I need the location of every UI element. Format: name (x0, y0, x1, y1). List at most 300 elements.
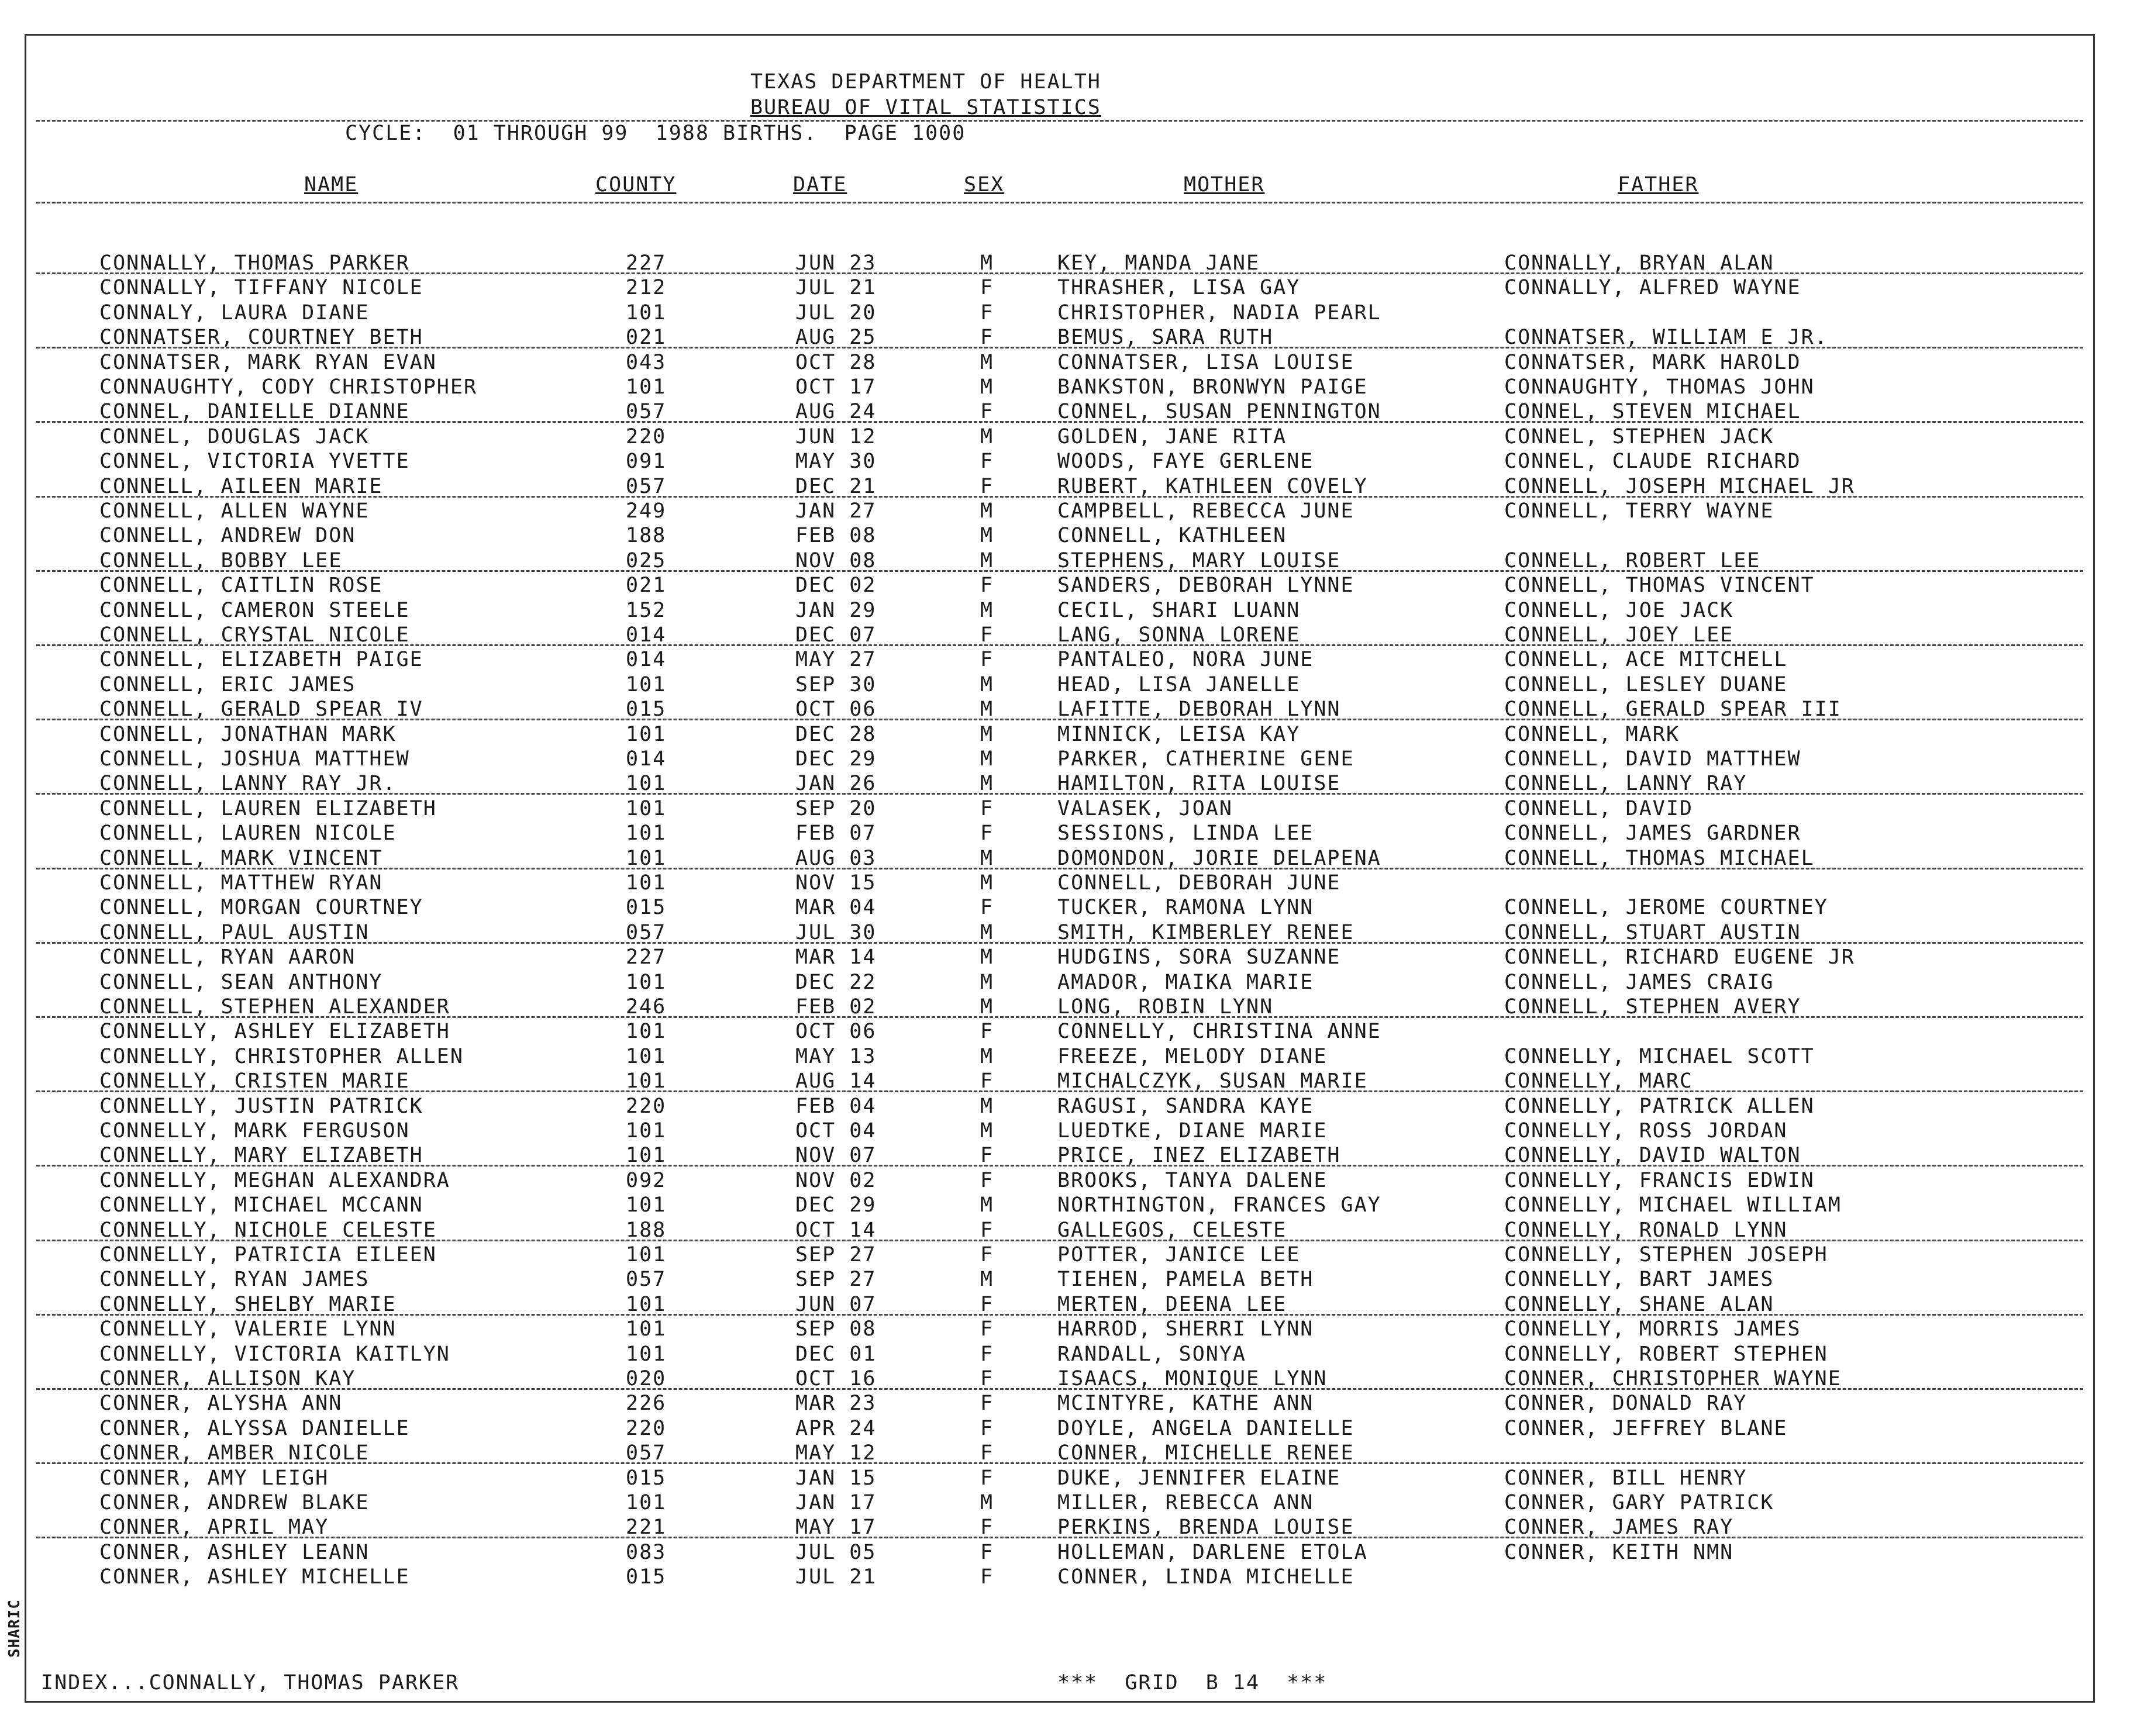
record-county: 101 (626, 1144, 667, 1168)
record-name: CONNELL, JOSHUA MATTHEW (99, 747, 410, 771)
record-date: MAR 23 (795, 1392, 877, 1416)
record-county: 101 (626, 1193, 667, 1217)
record-county: 015 (626, 896, 667, 920)
record-date: SEP 08 (795, 1317, 877, 1341)
record-name: CONNEL, DANIELLE DIANNE (99, 400, 410, 424)
record-mother: POTTER, JANICE LEE (1057, 1243, 1301, 1266)
record-name: CONNELL, PAUL AUSTIN (99, 920, 370, 944)
record-row (0, 524, 2137, 548)
record-mother: BEMUS, SARA RUTH (1057, 326, 1274, 350)
record-mother: RAGUSI, SANDRA KAYE (1057, 1094, 1314, 1118)
department-title: TEXAS DEPARTMENT OF HEALTH (750, 70, 1101, 94)
record-date: OCT 28 (795, 350, 877, 374)
record-father: CONNELL, STUART AUSTIN (1504, 920, 1801, 944)
record-name: CONNATSER, COURTNEY BETH (99, 326, 423, 350)
column-header-father: FATHER (1618, 173, 1699, 196)
record-row (0, 995, 2137, 1020)
grid-footer: *** GRID B 14 *** (1057, 1671, 1328, 1694)
record-name: CONNELLY, ASHLEY ELIZABETH (99, 1020, 450, 1044)
record-date: OCT 06 (795, 1020, 877, 1044)
record-county: 220 (626, 1416, 667, 1440)
record-mother: MINNICK, LEISA KAY (1057, 722, 1301, 746)
record-county: 101 (626, 796, 667, 820)
record-name: CONNELL, RYAN AARON (99, 945, 356, 969)
record-date: JUL 20 (795, 301, 877, 325)
record-county: 083 (626, 1540, 667, 1564)
index-footer: INDEX...CONNALLY, THOMAS PARKER (41, 1671, 460, 1694)
record-date: APR 24 (795, 1416, 877, 1440)
record-county: 101 (626, 1119, 667, 1143)
record-row (0, 326, 2137, 350)
record-row (0, 549, 2137, 574)
record-father: CONNELL, THOMAS VINCENT (1504, 574, 1815, 598)
record-name: CONNELL, MORGAN COURTNEY (99, 896, 423, 920)
column-header-sex: SEX (964, 173, 1005, 196)
record-sex: F (980, 1565, 994, 1589)
record-father: CONNELLY, ROBERT STEPHEN (1504, 1342, 1828, 1366)
record-father: CONNELL, DAVID (1504, 796, 1694, 820)
record-date: JUL 30 (795, 920, 877, 944)
record-mother: CAMPBELL, REBECCA JUNE (1057, 499, 1354, 523)
record-row (0, 896, 2137, 920)
record-date: MAY 17 (795, 1516, 877, 1540)
record-name: CONNER, APRIL MAY (99, 1516, 329, 1540)
record-name: CONNER, ALLISON KAY (99, 1367, 356, 1390)
record-father: CONNELLY, BART JAMES (1504, 1268, 1774, 1292)
record-row (0, 747, 2137, 772)
record-sex: M (980, 920, 994, 944)
record-county: 091 (626, 450, 667, 474)
record-father: CONNEL, STEVEN MICHAEL (1504, 400, 1801, 424)
record-county: 101 (626, 1069, 667, 1093)
record-date: MAY 30 (795, 450, 877, 474)
record-sex: F (980, 1342, 994, 1366)
record-row (0, 1119, 2137, 1144)
record-row (0, 673, 2137, 698)
record-mother: DOYLE, ANGELA DANIELLE (1057, 1416, 1354, 1440)
record-date: SEP 30 (795, 672, 877, 696)
record-name: CONNELL, GERALD SPEAR IV (99, 698, 423, 722)
record-county: 015 (626, 1466, 667, 1490)
record-name: CONNER, ALYSHA ANN (99, 1392, 343, 1416)
record-sex: M (980, 251, 994, 275)
record-date: DEC 29 (795, 1193, 877, 1217)
record-county: 220 (626, 424, 667, 448)
record-name: CONNELLY, RYAN JAMES (99, 1268, 370, 1292)
record-row (0, 301, 2137, 326)
record-date: MAY 12 (795, 1441, 877, 1465)
record-name: CONNER, AMBER NICOLE (99, 1441, 370, 1465)
record-date: NOV 08 (795, 548, 877, 572)
record-sex: F (980, 1218, 994, 1242)
record-sex: F (980, 1069, 994, 1093)
record-date: DEC 01 (795, 1342, 877, 1366)
record-row (0, 648, 2137, 672)
column-header-county: COUNTY (595, 173, 677, 196)
record-sex: F (980, 1441, 994, 1465)
record-mother: HEAD, LISA JANELLE (1057, 672, 1301, 696)
record-county: 101 (626, 1044, 667, 1068)
record-mother: MICHALCZYK, SUSAN MARIE (1057, 1069, 1368, 1093)
record-father: CONNELL, JAMES GARDNER (1504, 822, 1801, 845)
record-sex: M (980, 1268, 994, 1292)
record-county: 014 (626, 648, 667, 672)
record-father: CONNATSER, WILLIAM E JR. (1504, 326, 1828, 350)
record-date: OCT 16 (795, 1367, 877, 1390)
record-date: DEC 02 (795, 574, 877, 598)
record-father: CONNELL, JOSEPH MICHAEL JR (1504, 474, 1855, 498)
record-mother: HAMILTON, RITA LOUISE (1057, 772, 1341, 796)
record-sex: F (980, 326, 994, 350)
record-row (0, 1367, 2137, 1392)
record-county: 101 (626, 970, 667, 994)
record-row (0, 450, 2137, 474)
record-name: CONNELL, ALLEN WAYNE (99, 499, 370, 523)
record-father: CONNELL, JAMES CRAIG (1504, 970, 1774, 994)
record-father: CONNEL, CLAUDE RICHARD (1504, 450, 1801, 474)
record-row (0, 971, 2137, 995)
record-mother: MILLER, REBECCA ANN (1057, 1491, 1314, 1514)
record-sex: F (980, 796, 994, 820)
record-sex: F (980, 1416, 994, 1440)
record-name: CONNER, ANDREW BLAKE (99, 1491, 370, 1514)
record-name: CONNELLY, MICHAEL MCCANN (99, 1193, 423, 1217)
record-date: AUG 24 (795, 400, 877, 424)
record-county: 221 (626, 1516, 667, 1540)
record-row (0, 1069, 2137, 1094)
record-county: 101 (626, 846, 667, 870)
side-label: SHARIC (6, 1599, 23, 1658)
record-date: JAN 27 (795, 499, 877, 523)
record-father: CONNER, BILL HENRY (1504, 1466, 1747, 1490)
record-date: AUG 25 (795, 326, 877, 350)
record-mother: PANTALEO, NORA JUNE (1057, 648, 1314, 672)
record-father: CONNEL, STEPHEN JACK (1504, 424, 1774, 448)
record-county: 101 (626, 722, 667, 746)
record-mother: TUCKER, RAMONA LYNN (1057, 896, 1314, 920)
column-header-date: DATE (793, 173, 847, 196)
record-sex: F (980, 450, 994, 474)
record-name: CONNAUGHTY, CODY CHRISTOPHER (99, 375, 478, 399)
record-mother: AMADOR, MAIKA MARIE (1057, 970, 1314, 994)
record-sex: M (980, 1491, 994, 1514)
record-row (0, 822, 2137, 846)
record-father: CONNELL, ACE MITCHELL (1504, 648, 1788, 672)
record-father: CONNELLY, MICHAEL SCOTT (1504, 1044, 1815, 1068)
record-name: CONNELLY, MEGHAN ALEXANDRA (99, 1168, 450, 1192)
record-name: CONNELLY, VICTORIA KAITLYN (99, 1342, 450, 1366)
record-county: 021 (626, 574, 667, 598)
record-county: 057 (626, 1441, 667, 1465)
record-county: 057 (626, 920, 667, 944)
record-mother: LONG, ROBIN LYNN (1057, 995, 1274, 1019)
record-date: SEP 27 (795, 1243, 877, 1266)
record-county: 101 (626, 1317, 667, 1341)
record-county: 152 (626, 598, 667, 622)
record-father: CONNELL, GERALD SPEAR III (1504, 698, 1842, 722)
record-name: CONNALLY, THOMAS PARKER (99, 251, 410, 275)
record-sex: F (980, 1020, 994, 1044)
record-county: 101 (626, 871, 667, 895)
record-county: 015 (626, 1565, 667, 1589)
record-mother: LANG, SONNA LORENE (1057, 623, 1301, 647)
record-father: CONNER, JAMES RAY (1504, 1516, 1734, 1540)
record-county: 101 (626, 1020, 667, 1044)
record-name: CONNELLY, CHRISTOPHER ALLEN (99, 1044, 464, 1068)
record-county: 101 (626, 301, 667, 325)
record-date: JUN 07 (795, 1292, 877, 1316)
record-father: CONNAUGHTY, THOMAS JOHN (1504, 375, 1815, 399)
record-name: CONNELL, BOBBY LEE (99, 548, 343, 572)
record-name: CONNELLY, VALERIE LYNN (99, 1317, 397, 1341)
record-date: DEC 28 (795, 722, 877, 746)
record-mother: SANDERS, DEBORAH LYNNE (1057, 574, 1354, 598)
record-date: JAN 29 (795, 598, 877, 622)
record-mother: LAFITTE, DEBORAH LYNN (1057, 698, 1341, 722)
record-name: CONNATSER, MARK RYAN EVAN (99, 350, 437, 374)
record-name: CONNELL, CAMERON STEELE (99, 598, 410, 622)
record-father: CONNELL, JOE JACK (1504, 598, 1734, 622)
record-row (0, 251, 2137, 276)
record-name: CONNELL, LAUREN NICOLE (99, 822, 397, 845)
record-father: CONNER, DONALD RAY (1504, 1392, 1747, 1416)
record-sex: M (980, 747, 994, 771)
record-mother: CECIL, SHARI LUANN (1057, 598, 1301, 622)
record-name: CONNELL, MARK VINCENT (99, 846, 383, 870)
record-county: 101 (626, 1491, 667, 1514)
record-mother: CHRISTOPHER, NADIA PEARL (1057, 301, 1381, 325)
record-date: FEB 08 (795, 524, 877, 548)
record-date: AUG 14 (795, 1069, 877, 1093)
record-father: CONNELL, JEROME COURTNEY (1504, 896, 1828, 920)
record-date: DEC 22 (795, 970, 877, 994)
record-sex: F (980, 822, 994, 845)
record-father: CONNELL, JOEY LEE (1504, 623, 1734, 647)
record-row (0, 375, 2137, 400)
record-county: 101 (626, 1292, 667, 1316)
record-date: MAR 14 (795, 945, 877, 969)
record-date: SEP 27 (795, 1268, 877, 1292)
record-name: CONNEL, VICTORIA YVETTE (99, 450, 410, 474)
record-sex: M (980, 722, 994, 746)
record-county: 057 (626, 400, 667, 424)
record-mother: TIEHEN, PAMELA BETH (1057, 1268, 1314, 1292)
record-date: OCT 04 (795, 1119, 877, 1143)
record-sex: M (980, 698, 994, 722)
record-date: MAY 27 (795, 648, 877, 672)
record-row (0, 797, 2137, 822)
record-date: MAR 04 (795, 896, 877, 920)
record-row (0, 1516, 2137, 1540)
record-row (0, 1243, 2137, 1268)
record-row (0, 772, 2137, 796)
record-mother: KEY, MANDA JANE (1057, 251, 1260, 275)
record-father: CONNALLY, ALFRED WAYNE (1504, 276, 1801, 300)
record-name: CONNELL, ERIC JAMES (99, 672, 356, 696)
record-name: CONNELL, ANDREW DON (99, 524, 356, 548)
record-county: 101 (626, 1342, 667, 1366)
record-county: 101 (626, 375, 667, 399)
record-father: CONNELLY, MICHAEL WILLIAM (1504, 1193, 1842, 1217)
record-mother: CONNER, LINDA MICHELLE (1057, 1565, 1354, 1589)
record-date: JUL 05 (795, 1540, 877, 1564)
record-mother: RANDALL, SONYA (1057, 1342, 1247, 1366)
record-county: 188 (626, 524, 667, 548)
record-row (0, 425, 2137, 450)
record-date: OCT 06 (795, 698, 877, 722)
record-father: CONNELLY, ROSS JORDAN (1504, 1119, 1788, 1143)
record-mother: HUDGINS, SORA SUZANNE (1057, 945, 1341, 969)
record-sex: M (980, 1193, 994, 1217)
record-mother: NORTHINGTON, FRANCES GAY (1057, 1193, 1381, 1217)
record-name: CONNELL, ELIZABETH PAIGE (99, 648, 423, 672)
record-county: 249 (626, 499, 667, 523)
record-county: 101 (626, 672, 667, 696)
record-sex: M (980, 995, 994, 1019)
record-name: CONNEL, DOUGLAS JACK (99, 424, 370, 448)
record-row (0, 1293, 2137, 1317)
record-date: NOV 15 (795, 871, 877, 895)
record-name: CONNALLY, TIFFANY NICOLE (99, 276, 423, 300)
record-county: 101 (626, 1243, 667, 1266)
record-sex: M (980, 499, 994, 523)
record-date: FEB 02 (795, 995, 877, 1019)
record-father: CONNELL, DAVID MATTHEW (1504, 747, 1801, 771)
record-name: CONNELL, AILEEN MARIE (99, 474, 383, 498)
cycle-line: CYCLE: 01 THROUGH 99 1988 BIRTHS. PAGE 1000 (345, 122, 966, 145)
record-mother: MCINTYRE, KATHE ANN (1057, 1392, 1314, 1416)
record-father: CONNELLY, FRANCIS EDWIN (1504, 1168, 1815, 1192)
record-row (0, 1342, 2137, 1367)
record-sex: M (980, 672, 994, 696)
record-mother: STEPHENS, MARY LOUISE (1057, 548, 1341, 572)
record-name: CONNELL, STEPHEN ALEXANDER (99, 995, 450, 1019)
record-county: 227 (626, 251, 667, 275)
record-row (0, 1417, 2137, 1441)
record-row (0, 1193, 2137, 1218)
record-mother: DUKE, JENNIFER ELAINE (1057, 1466, 1341, 1490)
record-name: CONNELLY, JUSTIN PATRICK (99, 1094, 423, 1118)
record-county: 043 (626, 350, 667, 374)
record-sex: M (980, 548, 994, 572)
column-header-mother: MOTHER (1184, 173, 1265, 196)
record-county: 014 (626, 623, 667, 647)
record-sex: M (980, 970, 994, 994)
record-father: CONNER, GARY PATRICK (1504, 1491, 1774, 1514)
record-mother: VALASEK, JOAN (1057, 796, 1233, 820)
record-father: CONNELLY, MORRIS JAMES (1504, 1317, 1801, 1341)
record-date: OCT 17 (795, 375, 877, 399)
record-date: NOV 07 (795, 1144, 877, 1168)
record-father: CONNELLY, STEPHEN JOSEPH (1504, 1243, 1828, 1266)
record-name: CONNELLY, SHELBY MARIE (99, 1292, 397, 1316)
record-mother: WOODS, FAYE GERLENE (1057, 450, 1314, 474)
record-county: 220 (626, 1094, 667, 1118)
record-row (0, 574, 2137, 598)
record-row (0, 945, 2137, 970)
record-date: JAN 17 (795, 1491, 877, 1514)
record-row (0, 351, 2137, 375)
record-county: 057 (626, 1268, 667, 1292)
record-mother: HOLLEMAN, DARLENE ETOLA (1057, 1540, 1368, 1564)
record-father: CONNELL, ROBERT LEE (1504, 548, 1761, 572)
record-name: CONNELL, LANNY RAY JR. (99, 772, 397, 796)
record-father: CONNER, JEFFREY BLANE (1504, 1416, 1788, 1440)
record-date: JAN 26 (795, 772, 877, 796)
record-father: CONNELL, MARK (1504, 722, 1680, 746)
record-row (0, 1441, 2137, 1466)
record-father: CONNELL, LESLEY DUANE (1504, 672, 1788, 696)
record-row (0, 599, 2137, 623)
record-sex: F (980, 1292, 994, 1316)
record-mother: PARKER, CATHERINE GENE (1057, 747, 1354, 771)
record-sex: M (980, 1119, 994, 1143)
record-row (0, 1466, 2137, 1491)
record-name: CONNER, ASHLEY LEANN (99, 1540, 370, 1564)
record-sex: M (980, 945, 994, 969)
record-date: JUN 12 (795, 424, 877, 448)
record-name: CONNELL, JONATHAN MARK (99, 722, 397, 746)
record-name: CONNER, AMY LEIGH (99, 1466, 329, 1490)
column-header-name: NAME (304, 173, 359, 196)
record-mother: ISAACS, MONIQUE LYNN (1057, 1367, 1328, 1390)
record-name: CONNALY, LAURA DIANE (99, 301, 370, 325)
record-father: CONNELL, LANNY RAY (1504, 772, 1747, 796)
record-county: 246 (626, 995, 667, 1019)
record-county: 057 (626, 474, 667, 498)
record-date: JUL 21 (795, 1565, 877, 1589)
record-mother: HARROD, SHERRI LYNN (1057, 1317, 1314, 1341)
record-name: CONNELLY, NICHOLE CELESTE (99, 1218, 437, 1242)
record-date: OCT 14 (795, 1218, 877, 1242)
record-sex: M (980, 524, 994, 548)
record-sex: F (980, 623, 994, 647)
record-name: CONNELLY, MARY ELIZABETH (99, 1144, 423, 1168)
record-row (0, 723, 2137, 747)
record-row (0, 1317, 2137, 1342)
record-county: 014 (626, 747, 667, 771)
record-mother: BANKSTON, BRONWYN PAIGE (1057, 375, 1368, 399)
record-mother: FREEZE, MELODY DIANE (1057, 1044, 1328, 1068)
record-row (0, 1219, 2137, 1243)
record-date: FEB 07 (795, 822, 877, 845)
record-father: CONNELL, RICHARD EUGENE JR (1504, 945, 1855, 969)
record-father: CONNELLY, PATRICK ALLEN (1504, 1094, 1815, 1118)
record-row (0, 400, 2137, 424)
record-date: JUL 21 (795, 276, 877, 300)
record-sex: F (980, 648, 994, 672)
record-name: CONNELLY, CRISTEN MARIE (99, 1069, 410, 1093)
record-row (0, 698, 2137, 722)
record-row (0, 1491, 2137, 1516)
record-row (0, 1045, 2137, 1069)
record-date: DEC 29 (795, 747, 877, 771)
record-sex: M (980, 846, 994, 870)
record-row (0, 1020, 2137, 1044)
record-mother: CONNELL, KATHLEEN (1057, 524, 1287, 548)
record-date: JUN 23 (795, 251, 877, 275)
record-father: CONNER, CHRISTOPHER WAYNE (1504, 1367, 1842, 1390)
record-mother: DOMONDON, JORIE DELAPENA (1057, 846, 1381, 870)
record-county: 015 (626, 698, 667, 722)
header-divider (36, 120, 2083, 122)
record-date: AUG 03 (795, 846, 877, 870)
record-row (0, 921, 2137, 945)
record-name: CONNER, ASHLEY MICHELLE (99, 1565, 410, 1589)
record-date: NOV 02 (795, 1168, 877, 1192)
bureau-title: BUREAU OF VITAL STATISTICS (750, 96, 1101, 119)
record-date: DEC 07 (795, 623, 877, 647)
